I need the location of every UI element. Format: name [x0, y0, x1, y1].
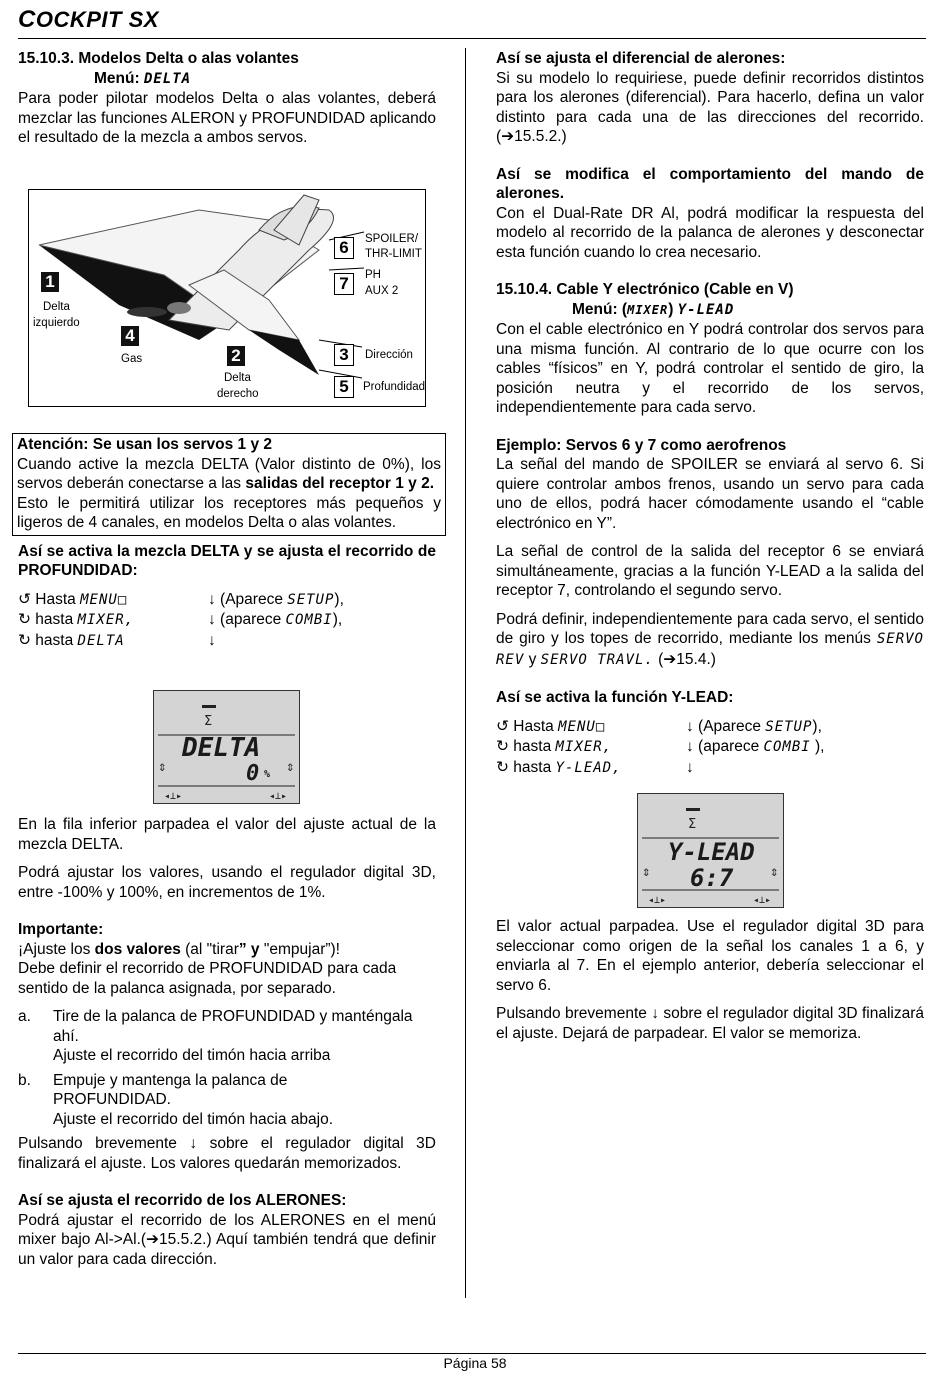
page-number: Página 58: [443, 1355, 507, 1371]
dualrate-text: Con el Dual-Rate DR Al, podrá modificar la respuesta del modelo al recorrido de la palanca de alerones y desconectar esta función cuando lo crea necesario.: [496, 204, 924, 261]
differential-title: Así se ajusta el diferencial de alerones:: [496, 50, 786, 67]
svg-text:⇕: ⇕: [158, 759, 167, 775]
nav-tail2: ),: [334, 590, 344, 608]
servo-3-label: Dirección: [365, 349, 413, 361]
arrow-down-icon: ↓: [686, 717, 694, 735]
list-line-2: Ajuste el recorrido del timón hacia abajo.: [53, 1110, 334, 1128]
servo-7-badge: 7: [334, 273, 354, 295]
nav-code2: SETUP: [765, 718, 813, 735]
attention-text-1: [17, 455, 441, 494]
nav-step-1: [18, 590, 436, 611]
ylead-text: Con el cable electrónico en Y podrá controlar dos servos para una misma función. Al contrario de lo que ocurre con los cables “físicos” en Y, podrá controlar el sentido de giro, la posición neutra y el recorrido de los servos, independientemente para cada servo.: [496, 321, 924, 416]
nav-code: MENU□: [558, 718, 606, 735]
right-column-top: [496, 49, 924, 778]
menu-label: Menú: (: [572, 300, 628, 318]
arrow-down-icon: ↓: [686, 738, 694, 755]
lcd-screen-delta: [153, 690, 300, 804]
servo-6-badge: 6: [334, 237, 354, 259]
nav-step-3: [18, 631, 436, 652]
rotate-cw-icon: ↻: [496, 758, 509, 776]
imp-part: dos valores: [94, 940, 181, 958]
lcd-unit: %: [264, 769, 271, 780]
attention-text-1b: salidas del receptor 1 y 2.: [245, 475, 435, 492]
nav-tail2: ),: [332, 611, 343, 628]
svg-text:◂⊥▸: ◂⊥▸: [269, 791, 288, 802]
servo-1-label-a: Delta: [43, 301, 70, 313]
svg-text:⇕: ⇕: [286, 759, 295, 775]
svg-text:⇕: ⇕: [770, 864, 779, 880]
nav-tail: (Aparece: [693, 717, 766, 735]
list-item: [18, 1007, 436, 1066]
rotate-cw-icon: ↻: [496, 738, 509, 755]
attention-box: [12, 433, 446, 536]
example-text-3: [496, 610, 924, 671]
arrow-down-icon: ↓: [208, 631, 216, 649]
list-line-2: Ajuste el recorrido del timón hacia arriba: [53, 1047, 331, 1064]
example-text-2: La señal de control de la salida del receptor 6 se enviará simultáneamente, gracias a la función Y-LEAD a la salida del receptor 7, controlando el segundo servo.: [496, 543, 924, 599]
svg-text:◂⊥▸: ◂⊥▸: [648, 895, 667, 906]
aileron-title: Así se ajusta el recorrido de los ALERONES:: [18, 1192, 347, 1209]
header-title-initial: C: [18, 6, 36, 33]
nav-code: MIXER,: [555, 739, 613, 755]
nav-tail: (Aparece: [215, 590, 288, 608]
svg-text:◂⊥▸: ◂⊥▸: [753, 895, 772, 906]
menu-code-mixer: MIXER: [627, 302, 669, 317]
nav-tail2: ),: [810, 738, 825, 755]
servo-4-label: Gas: [121, 353, 143, 365]
list-line-1: Tire de la palanca de PROFUNDIDAD y manténgala ahí.: [53, 1008, 413, 1045]
servo-assignment-figure: [28, 189, 426, 407]
servo-2-label-b: derecho: [217, 388, 259, 400]
nav-word: hasta: [31, 611, 78, 628]
servo-5-badge: 5: [334, 376, 354, 398]
nav-tail: (aparece: [215, 611, 286, 628]
important-line-2: Debe definir el recorrido de PROFUNDIDAD para cada sentido de la palanca asignada, por separado.: [18, 960, 397, 997]
rotate-cw-icon: ↻: [18, 631, 31, 649]
column-divider: [465, 48, 466, 1298]
left-column-top: [18, 49, 436, 148]
nav-step-2: [18, 610, 436, 631]
nav-code: MIXER,: [77, 612, 135, 628]
servo-6-label-a: SPOILER/: [365, 233, 419, 245]
rotate-ccw-icon: ↺: [18, 590, 31, 608]
ex-part: y: [524, 650, 541, 668]
servo-2-label-a: Delta: [224, 372, 251, 384]
differential-text: Si su modelo lo requiriese, puede definir recorridos distintos para los alerones (diferencial). Para hacerlo, defina un valor distinto para cada una de las direcciones del recorrido. (➔15.5.2.): [496, 69, 924, 145]
nav-code: DELTA: [77, 632, 125, 649]
servo-6-label-b: THR-LIMIT: [365, 248, 422, 260]
nav-code2: SETUP: [287, 591, 335, 608]
list-marker: b.: [18, 1071, 31, 1089]
servo-4-badge: 4: [121, 326, 139, 346]
menu-label: Menú:: [94, 69, 144, 87]
nav-tail2: ),: [812, 717, 822, 735]
ex-code-servo-travl: SERVO TRAVL.: [540, 651, 654, 668]
lcd-line-2: 6:7: [690, 864, 734, 892]
menu-mid: ): [668, 300, 678, 318]
nav-code2: COMBI: [763, 739, 811, 755]
imp-part: "empujar”)!: [263, 940, 340, 958]
range-paragraph: Podrá ajustar los valores, usando el regulador digital 3D, entre -100% y 100%, en incrementos de 1%.: [18, 864, 436, 901]
blink-paragraph: En la fila inferior parpadea el valor del ajuste actual de la mezcla DELTA.: [18, 816, 436, 853]
lcd-line-1: DELTA: [182, 733, 261, 763]
nav-word: Hasta: [31, 590, 81, 608]
menu-code-ylead: Y-LEAD: [677, 301, 735, 318]
imp-part: ¡Ajuste los: [18, 940, 95, 958]
lcd-screen-ylead: [637, 793, 784, 908]
menu-line-delta: [18, 69, 436, 90]
finish-paragraph: Pulsando brevemente ↓ sobre el regulador digital 3D finalizará el ajuste. Los valores quedarán memorizados.: [18, 1135, 436, 1172]
list-marker: a.: [18, 1008, 31, 1025]
ylead-blink-paragraph: El valor actual parpadea. Use el regulador digital 3D para seleccionar como origen de la señal los canales 1 a 6, y enviarla al 7. En el ejemplo anterior, debería seleccionar el servo 6.: [496, 918, 924, 994]
ex-part: Podrá definir, independientemente para cada servo, el sentido de giro y los topes de recorrido, mediante los menús: [496, 610, 924, 647]
servo-1-label-b: izquierdo: [33, 317, 80, 329]
servo-5-label: Profundidad: [363, 381, 426, 393]
svg-text:◂⊥▸: ◂⊥▸: [164, 791, 183, 802]
section-title-delta: 15.10.3. Modelos Delta o alas volantes: [18, 50, 299, 67]
nav-word: Hasta: [509, 717, 559, 735]
left-column-middle: [17, 433, 441, 651]
svg-text:Σ: Σ: [688, 817, 697, 832]
imp-part: ” y: [238, 940, 264, 958]
nav-step-3: [496, 758, 924, 779]
nav-code: MENU□: [80, 591, 128, 608]
attention-title: Atención: Se usan los servos 1 y 2: [17, 436, 272, 453]
list-item: [18, 1071, 436, 1130]
nav-code: Y-LEAD,: [555, 759, 622, 776]
intro-paragraph: Para poder pilotar modelos Delta o alas volantes, deberá mezclar las funciones ALERON y PROFUNDIDAD aplicando el resultado de la mezcla a ambos servos.: [18, 90, 436, 146]
important-title: Importante:: [18, 921, 104, 938]
ex-code-servo-rev: SERVO REV: [496, 631, 924, 668]
activate-delta-title: Así se activa la mezcla DELTA y se ajusta el recorrido de PROFUNDIDAD:: [18, 542, 436, 579]
nav-word: hasta: [31, 631, 78, 649]
rotate-cw-icon: ↻: [18, 611, 31, 628]
menu-code-delta: DELTA: [143, 70, 192, 87]
servo-2-badge: 2: [227, 346, 245, 366]
lcd-line-2: 0: [246, 761, 260, 786]
section-title-ylead: 15.10.4. Cable Y electrónico (Cable en V): [496, 281, 794, 298]
nav-step-1: [496, 717, 924, 738]
arrow-down-icon: ↓: [208, 590, 216, 608]
imp-part: (al "tirar: [180, 940, 239, 958]
example-title: Ejemplo: Servos 6 y 7 como aerofrenos: [496, 436, 787, 454]
nav-step-2: [496, 737, 924, 758]
arrow-down-icon: ↓: [686, 758, 694, 776]
nav-tail: (aparece: [693, 738, 764, 755]
footer-rule: [18, 1353, 926, 1354]
servo-7-label-b: AUX 2: [365, 285, 399, 297]
attention-text-1a: Cuando active la mezcla DELTA (Valor distinto de 0%), los servos deberán conectarse a las: [17, 455, 441, 492]
servo-1-badge: 1: [41, 272, 59, 292]
right-column-bottom: [496, 917, 924, 1043]
ex-part: (➔15.4.): [653, 650, 716, 668]
arrow-down-icon: ↓: [208, 611, 216, 628]
header-title-rest: OCKPIT SX: [35, 7, 159, 32]
rotate-ccw-icon: ↺: [496, 717, 509, 735]
nav-word: hasta: [509, 738, 556, 755]
servo-7-label-a: PH: [365, 269, 381, 281]
important-line-1: [18, 940, 436, 960]
list-line-1: Empuje y mantenga la palanca de PROFUNDIDAD.: [53, 1071, 288, 1108]
aileron-text: Podrá ajustar el recorrido de los ALERONES en el menú mixer bajo Al->Al.(➔15.5.2.) Aquí también tendrá que definir un valor para cada dirección.: [18, 1211, 436, 1268]
ylead-finish-paragraph: Pulsando brevemente ↓ sobre el regulador digital 3D finalizará el ajuste. Dejará de parpadear. El valor se memoriza.: [496, 1005, 924, 1042]
attention-text-2: Esto le permitirá utilizar los receptores más pequeños y ligeros de 4 canales, en modelos Delta o alas volantes.: [17, 494, 441, 531]
nav-code2: COMBI: [285, 612, 333, 628]
header-rule: [18, 38, 926, 39]
nav-word: hasta: [509, 758, 556, 776]
dualrate-title: Así se modifica el comportamiento del mando de alerones.: [496, 165, 924, 202]
servo-3-badge: 3: [334, 344, 354, 366]
lcd-line-1: Y-LEAD: [668, 838, 755, 866]
svg-text:⇕: ⇕: [642, 864, 651, 880]
example-text-1: La señal del mando de SPOILER se enviará al servo 6. Si quiere controlar ambos frenos, usando un servo para cada uno de ellos, podrá hacer cómodamente usando el “cable electrónico en Y”.: [496, 456, 924, 532]
svg-text:Σ: Σ: [204, 714, 213, 729]
left-column-bottom: [18, 815, 436, 1269]
activate-ylead-title: Así se activa la función Y-LEAD:: [496, 689, 734, 706]
document-header: [18, 6, 159, 34]
menu-line-ylead: [496, 300, 924, 321]
